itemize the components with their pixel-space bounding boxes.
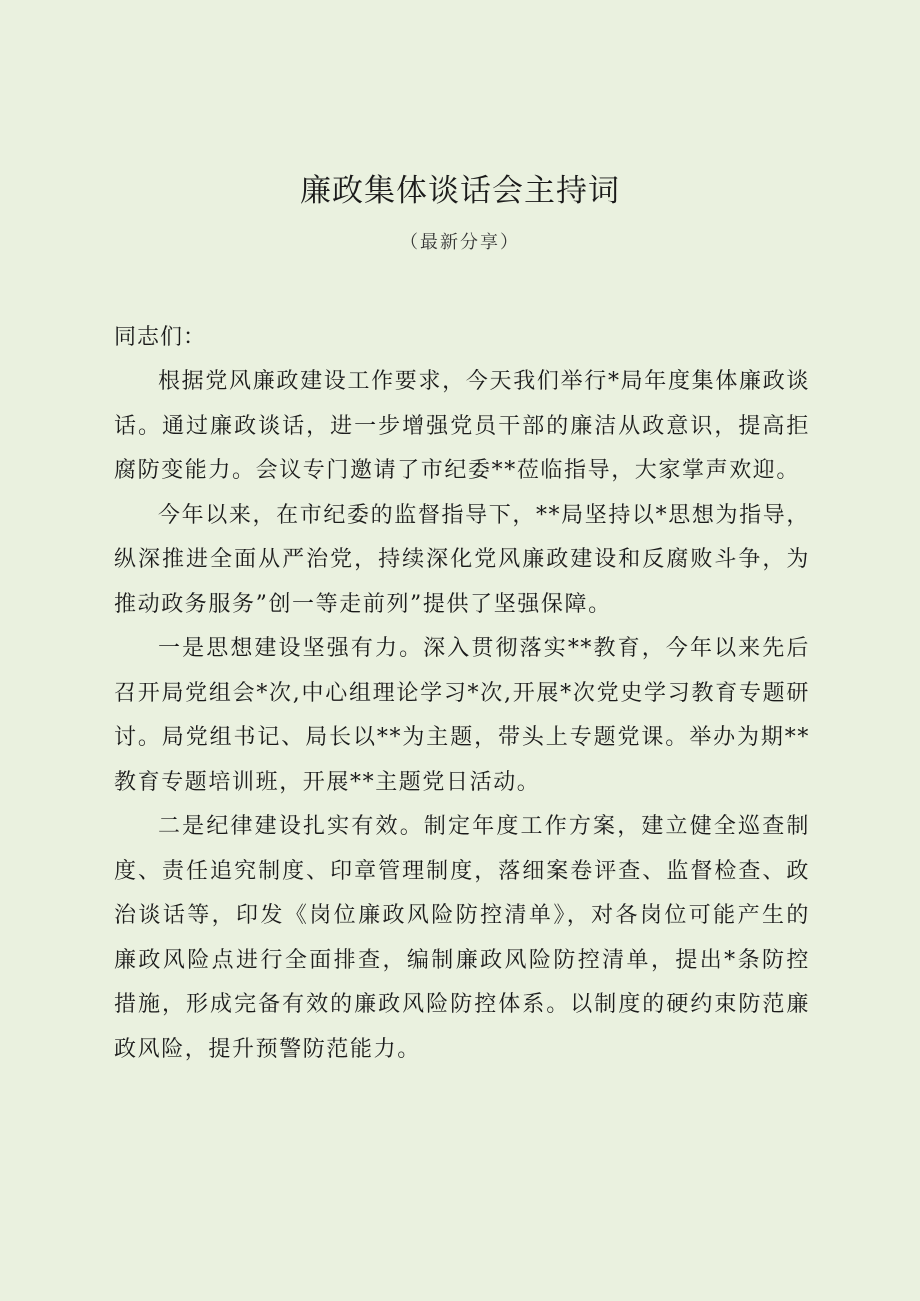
document-title: 廉政集体谈话会主持词	[300, 173, 620, 209]
paragraph-1: 根据党风廉政建设工作要求，今天我们举行*局年度集体廉政谈话。通过廉政谈话，进一步增强党员干部的廉洁从政意识，提高拒腐防变能力。会议专门邀请了市纪委**莅临指导，大家掌声欢迎。	[114, 369, 810, 483]
document-subtitle: （最新分享）	[400, 232, 520, 253]
paragraph-4: 二是纪律建设扎实有效。制定年度工作方案，建立健全巡查制度、责任追究制度、印章管理制度，落细案卷评查、监督检查、政治谈话等，印发《岗位廉政风险防控清单》，对各岗位可能产生的廉政风险点进行全面排查，编制廉政风险防控清单，提出*条防控措施，形成完备有效的廉政风险防控体系。以制度的硬约束防范廉政风险，提升预警防范能力。	[114, 814, 810, 1062]
document-body	[114, 316, 810, 1072]
paragraph-2: 今年以来，在市纪委的监督指导下，**局坚持以*思想为指导，纵深推进全面从严治党，持续深化党风廉政建设和反腐败斗争，为推动政务服务”创一等走前列”提供了坚强保障。	[114, 502, 810, 617]
paragraph-3: 一是思想建设坚强有力。深入贯彻落实**教育，今年以来先后召开局党组会*次,中心组理论学习*次,开展*次党史学习教育专题研讨。局党组书记、局长以**为主题，带头上专题党课。举办为期**教育专题培训班，开展**主题党日活动。	[114, 636, 810, 795]
greeting: 同志们：	[114, 325, 207, 350]
